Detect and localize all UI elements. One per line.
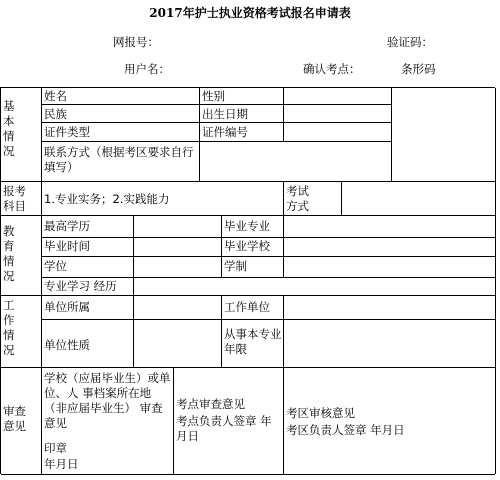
contact-label: 联系方式（根据考区要求自行填写） — [44, 145, 194, 174]
section-education: 教育情况 — [3, 224, 15, 283]
username-label: 用户名： — [124, 62, 170, 76]
section-review: 审查意见 — [3, 404, 26, 433]
school-review-opinion: 学校（应届毕业生）或单位、人 事档案所在地（非应届毕业生） 审查意见 — [44, 371, 171, 430]
school-date-label: 年月日 — [44, 457, 79, 471]
form-title: 2017年护士执业资格考试报名申请表 — [149, 6, 351, 20]
ethnicity-label: 民族 — [44, 107, 67, 121]
site-signature-label: 考点负责人签章 年月日 — [176, 414, 272, 443]
id-number-label: 证件编号 — [202, 125, 248, 139]
years-in-field-label: 从事本专业年限 — [224, 327, 282, 356]
grad-school-label: 毕业学校 — [224, 239, 270, 253]
exam-subjects: 1.专业实务；2.实践能力 — [44, 192, 170, 206]
program-length-label: 学制 — [224, 259, 247, 273]
application-form-table — [0, 87, 495, 474]
school-seal-label: 印章 — [44, 441, 67, 455]
work-unit-label: 工作单位 — [224, 300, 270, 314]
district-signature-label: 考区负责人签章 年月日 — [286, 423, 405, 437]
wangbao-label: 网报号： — [113, 35, 159, 49]
district-review-opinion: 考区审核意见 — [286, 406, 355, 420]
id-type-label: 证件类型 — [44, 125, 90, 139]
name-label: 姓名 — [44, 89, 67, 103]
unit-affiliation-label: 单位所属 — [44, 300, 90, 314]
exam-site-label: 确认考点： — [303, 62, 361, 76]
unit-nature-label: 单位性质 — [44, 338, 90, 352]
exam-method-label: 考试方式 — [286, 184, 309, 213]
academic-degree-label: 学位 — [44, 259, 67, 273]
site-review-opinion: 考点审查意见 — [176, 397, 245, 411]
study-history-label: 专业学习 经历 — [44, 279, 117, 293]
section-exam: 报考科目 — [3, 184, 26, 213]
section-work: 工作情况 — [3, 298, 15, 357]
yanzheng-label: 验证码： — [387, 35, 433, 49]
barcode-label: 条形码 — [401, 62, 436, 76]
grad-major-label: 毕业专业 — [224, 219, 270, 233]
section-basic: 基本情况 — [3, 99, 15, 158]
gender-label: 性别 — [202, 89, 225, 103]
birthdate-label: 出生日期 — [202, 107, 248, 121]
grad-time-label: 毕业时间 — [44, 239, 90, 253]
highest-degree-label: 最高学历 — [44, 219, 90, 233]
